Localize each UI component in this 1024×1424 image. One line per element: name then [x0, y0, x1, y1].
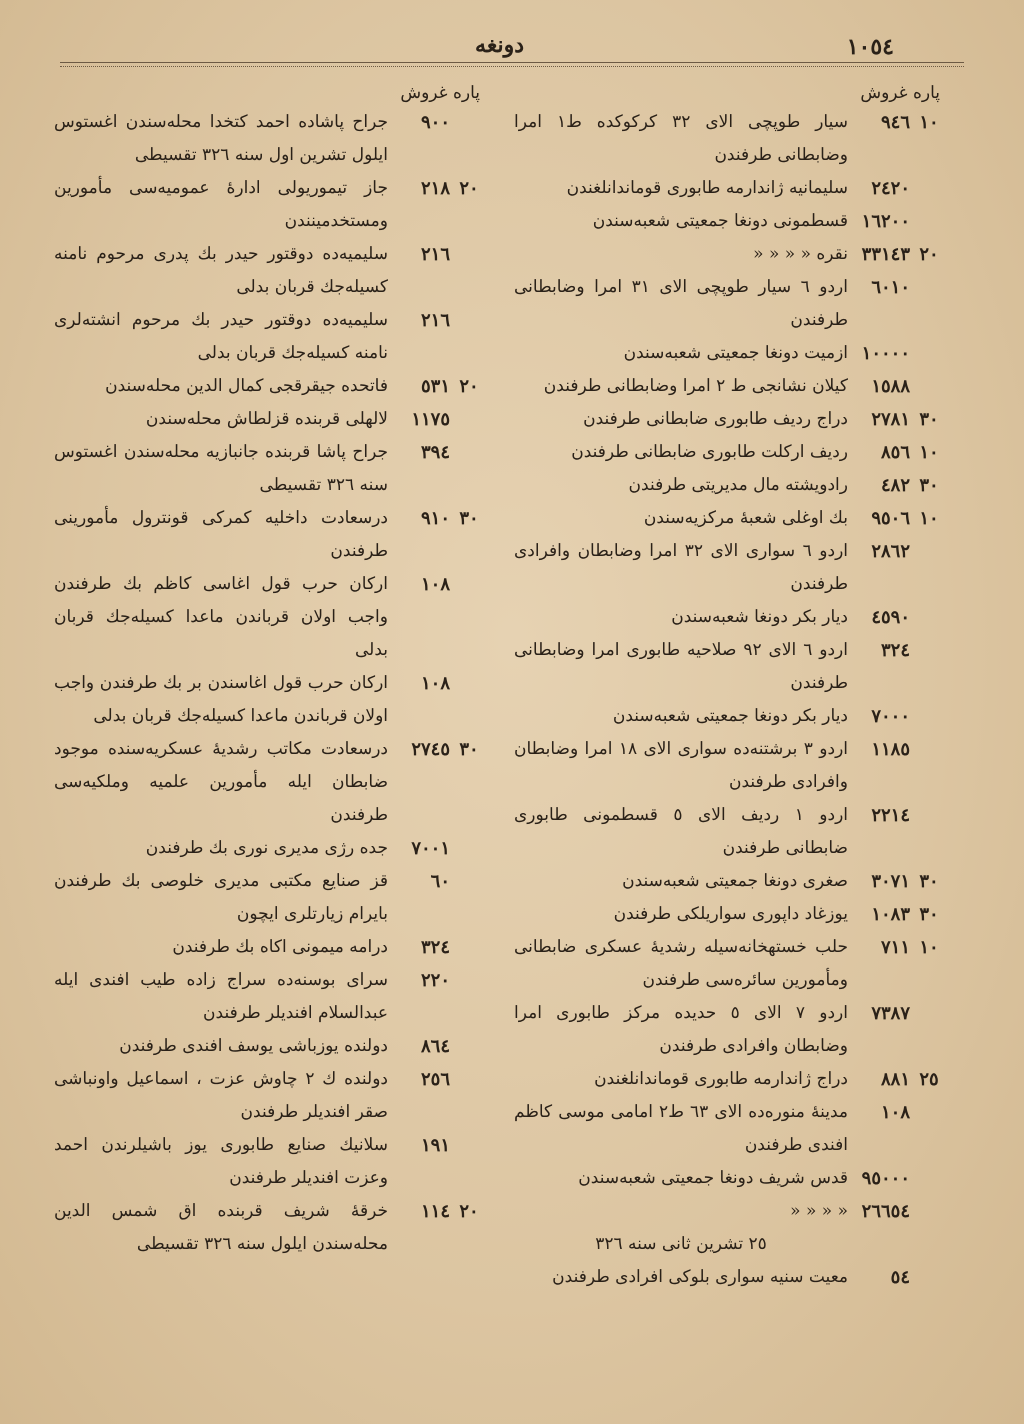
entry-amount: [852, 700, 944, 733]
entry-para: ٢٠: [459, 1201, 479, 1222]
entry-description: جاز تيموريولى ادارهٔ عموميه‌سى مأمورين ومستخدمينندن: [54, 178, 388, 231]
entry-amount: [852, 1195, 944, 1228]
entry-gurus: ٨٦٤: [420, 1036, 450, 1057]
left-column: [54, 80, 484, 1261]
entry-para: ٣٠: [459, 739, 479, 760]
ledger-entry: [54, 106, 484, 172]
entry-para: ١٠: [919, 442, 939, 463]
entry-para: [914, 535, 944, 568]
entry-description: درامه ميمونى اكاه بك طرفندن: [172, 937, 388, 957]
entry-amount: [852, 1063, 944, 1096]
ledger-entry: [54, 403, 484, 436]
ledger-entry: [514, 601, 944, 634]
entry-amount: [852, 436, 944, 469]
entry-para: ١٠: [919, 508, 939, 529]
entry-para: [914, 1096, 944, 1129]
entry-gurus: ٩٥٠٠٠: [861, 1168, 910, 1189]
entry-para: [454, 832, 484, 865]
entry-gurus: ٢١٨: [420, 178, 450, 199]
entry-para: [914, 700, 944, 733]
entry-amount: [392, 436, 484, 469]
ledger-entry: [514, 535, 944, 601]
entry-para: [454, 106, 484, 139]
entry-para: [914, 205, 944, 238]
ledger-entry: [514, 733, 944, 799]
entry-description: نقره « « « «: [753, 244, 848, 264]
entry-description: صغرى دونغا جمعيتى شعبه‌سندن: [622, 871, 848, 891]
entry-description: اردو ٣ برشتنه‌ده سوارى الاى ١٨ امرا وضابطان وافرادى طرفندن: [514, 739, 849, 792]
ledger-entry: [514, 106, 944, 172]
ledger-entry: [54, 865, 484, 931]
entry-gurus: ٧٠٠٠: [871, 706, 910, 727]
entry-description: سلانيك صنايع طابورى يوز باشيلرندن احمد وعزت افنديلر طرفندن: [54, 1135, 388, 1188]
entry-description: جراح پاشا قربنده جانبازيه محله‌سندن اغستوس سنه ٣٢٦ تقسيطى: [54, 442, 388, 495]
entry-description: قز صنايع مكتبى مديرى خلوصى بك طرفندن بايرام زيارتلرى ايچون: [54, 871, 388, 924]
entry-amount: [392, 106, 484, 139]
entry-description: فاتحده جيقرقجى كمال الدين محله‌سندن: [105, 376, 388, 396]
entry-para: [914, 337, 944, 370]
entry-description: سليمانيه ژاندارمه طابورى قوماندانلغندن: [566, 178, 848, 198]
ledger-entry: [514, 172, 944, 205]
entry-gurus: ٢٤٢٠: [871, 178, 910, 199]
entry-amount: [852, 535, 944, 568]
ledger-entry: [54, 1195, 484, 1261]
entry-amount: [392, 1063, 484, 1096]
ledger-entry: [514, 1228, 944, 1261]
ledger-entry: [54, 931, 484, 964]
entry-para: ٣٠: [919, 409, 939, 430]
running-title: دونغه: [475, 32, 524, 58]
entry-gurus: ٣٢٤: [880, 640, 910, 661]
ledger-entry: [54, 436, 484, 502]
ledger-entry: [54, 304, 484, 370]
entry-para: ٢٠: [919, 244, 939, 265]
entry-amount: [852, 403, 944, 436]
entry-description: رديف اركلت طابورى ضابطانى طرفندن: [571, 442, 848, 462]
entry-gurus: ٢١٦: [420, 244, 450, 265]
column-header: [54, 80, 484, 106]
entry-gurus: ١٩١: [420, 1135, 450, 1156]
ledger-entry: [514, 1261, 944, 1294]
entry-amount: [852, 238, 944, 271]
entry-para: [914, 799, 944, 832]
entry-description: خرقهٔ شريف قربنده اق شمس الدين محله‌سندن ايلول سنه ٣٢٦ تقسيطى: [54, 1201, 388, 1254]
entry-gurus: ٧٠٠١: [411, 838, 450, 859]
ledger-entry: [514, 238, 944, 271]
entry-amount: [392, 568, 484, 601]
entry-para: [454, 964, 484, 997]
entry-gurus: ٦٠١٠: [871, 277, 910, 298]
entry-para: ٣٠: [919, 871, 939, 892]
entry-para: [454, 1129, 484, 1162]
ledger-entry: [54, 1030, 484, 1063]
entry-description: ازميت دونغا جمعيتى شعبه‌سندن: [623, 343, 848, 363]
ledger-entry: [54, 172, 484, 238]
entry-amount: [852, 799, 944, 832]
entry-para: [454, 667, 484, 700]
entry-amount: [392, 238, 484, 271]
entry-gurus: ٣٠٧١: [871, 871, 910, 892]
entry-description: سيار طوپچى الاى ٣٢ كركوكده ط١ امرا وضابطانى طرفندن: [514, 112, 848, 165]
entry-para: [914, 601, 944, 634]
entry-amount: [392, 403, 484, 436]
ledger-entry: [54, 502, 484, 568]
entry-para: [914, 1195, 944, 1228]
entry-gurus: ٣٩٤: [420, 442, 450, 463]
entry-para: [454, 436, 484, 469]
entry-description: اردو ١ رديف الاى ٥ قسطمونى طابورى ضابطانى طرفندن: [514, 805, 849, 858]
ledger-entry: [514, 337, 944, 370]
entry-para: [914, 733, 944, 766]
entry-gurus: ١٠٨٣: [871, 904, 910, 925]
entry-gurus: ٨٥٦: [880, 442, 910, 463]
entry-gurus: ٩٤٦: [880, 112, 910, 133]
ledger-entry: [514, 1063, 944, 1096]
entry-para: [454, 403, 484, 436]
entry-gurus: ٨٨١: [880, 1069, 910, 1090]
entry-gurus: ١٠٨: [880, 1102, 910, 1123]
entry-gurus: ٢٢١٤: [871, 805, 910, 826]
ledger-entry: [54, 733, 484, 832]
ledger-entry: [54, 238, 484, 304]
ledger-entry: [514, 898, 944, 931]
ledger-entry: [54, 370, 484, 403]
entry-para: [454, 1063, 484, 1096]
gurus-header: غروش: [860, 83, 908, 103]
entry-amount: [392, 865, 484, 898]
entry-description: بك اوغلى شعبهٔ مركزيه‌سندن: [643, 508, 848, 528]
entry-gurus: ٢٦٦٥٤: [861, 1201, 910, 1222]
entry-gurus: ١٦٢٠٠: [861, 211, 910, 232]
entry-gurus: ٣٣١٤٣: [861, 244, 910, 265]
entry-gurus: ٢٧٤٥: [411, 739, 450, 760]
entry-amount: [392, 832, 484, 865]
entry-description: دراج ژاندارمه طابورى قوماندانلغندن: [594, 1069, 848, 1089]
ledger-entry: [514, 436, 944, 469]
entry-description: يوزغاد داپورى سواريلكى طرفندن: [613, 904, 848, 924]
entry-amount: [392, 1129, 484, 1162]
ledger-entry: [514, 1096, 944, 1162]
entry-para: ٣٠: [919, 475, 939, 496]
entry-description: اردو ٦ سيار طوپچى الاى ٣١ امرا وضابطانى طرفندن: [514, 277, 848, 330]
entry-gurus: ٢٧٨١: [871, 409, 910, 430]
ledger-entry: [514, 502, 944, 535]
ledger-entry: [514, 205, 944, 238]
entry-amount: [392, 304, 484, 337]
entry-amount: [852, 1096, 944, 1129]
entry-gurus: ٧٣٨٧: [871, 1003, 910, 1024]
entry-description: اردو ٦ الاى ٩٢ صلاحيه طابورى امرا وضابطانى طرفندن: [514, 640, 848, 693]
entry-gurus: ٥٤: [890, 1267, 910, 1288]
entry-para: [914, 370, 944, 403]
entry-gurus: ١١٨٥: [871, 739, 910, 760]
entry-amount: [852, 337, 944, 370]
entry-description: قسطمونى دونغا جمعيتى شعبه‌سندن: [592, 211, 848, 231]
ledger-entry: [514, 931, 944, 997]
entry-description: درسعادت مكاتب رشديهٔ عسكريه‌سنده موجود ضابطان ايله مأمورين علميه وملكيه‌سى طرفندن: [54, 739, 388, 825]
entry-para: [914, 634, 944, 667]
entry-para: [454, 1030, 484, 1063]
entry-gurus: ٦٠: [430, 871, 450, 892]
entry-para: ٢٠: [459, 178, 479, 199]
entry-description: دراج رديف طابورى ضابطانى طرفندن: [583, 409, 848, 429]
entry-amount: [392, 964, 484, 997]
entry-gurus: ١٥٨٨: [871, 376, 910, 397]
para-header: پاره: [452, 83, 480, 103]
ledger-entry: [514, 271, 944, 337]
entry-para: [914, 172, 944, 205]
entry-description: ديار بكر دونغا جمعيتى شعبه‌سندن: [612, 706, 848, 726]
entry-gurus: ٢٢٠: [420, 970, 450, 991]
entry-amount: [852, 931, 944, 964]
entry-gurus: ٢٥٦: [420, 1069, 450, 1090]
entry-description: جده رژى مديرى نورى بك طرفندن: [145, 838, 388, 858]
entry-para: [454, 865, 484, 898]
entry-para: ٣٠: [459, 508, 479, 529]
entry-amount: [852, 469, 944, 502]
entry-amount: [852, 865, 944, 898]
entry-gurus: ٩١٠: [420, 508, 450, 529]
column-header: [514, 80, 944, 106]
entry-amount: [852, 271, 944, 304]
entry-description: لالهلى قربنده قزلطاش محله‌سندن: [145, 409, 388, 429]
entry-para: ٣٠: [919, 904, 939, 925]
entry-description: قدس شريف دونغا جمعيتى شعبه‌سندن: [578, 1168, 848, 1188]
entry-amount: [852, 997, 944, 1030]
entry-para: [454, 568, 484, 601]
entry-para: [914, 271, 944, 304]
entry-amount: [392, 733, 484, 766]
entry-gurus: ٥٣١: [420, 376, 450, 397]
entry-para: [454, 304, 484, 337]
entry-gurus: ١٠٨: [420, 574, 450, 595]
header-rule: [60, 62, 964, 67]
entry-description: سراى بوسنه‌ده سراج زاده طيب افندى ايله عبدالسلام افنديلر طرفندن: [54, 970, 388, 1023]
entry-amount: [852, 502, 944, 535]
entry-amount: [392, 370, 484, 403]
page-number: ١٠٥٤: [846, 34, 894, 60]
entry-para: ١٠: [919, 112, 939, 133]
entry-description: معيت سنيه سوارى بلوكى افرادى طرفندن: [552, 1267, 848, 1287]
entry-gurus: ٢٨٦٢: [871, 541, 910, 562]
entry-description: ٢٥ تشرين ثانى سنه ٣٢٦: [595, 1234, 767, 1254]
entry-description: اردو ٧ الاى ٥ حديده مركز طابورى امرا وضابطان وافرادى طرفندن: [514, 1003, 848, 1056]
entry-description: اردو ٦ سوارى الاى ٣٢ امرا وضابطان وافرادى طرفندن: [514, 541, 848, 594]
entry-gurus: ٩٥٠٦: [871, 508, 910, 529]
entry-description: درسعادت داخليه كمركى قونترول مأمورينى طرفندن: [54, 508, 388, 561]
entry-amount: [852, 733, 944, 766]
entry-amount: [852, 205, 944, 238]
entry-gurus: ٩٠٠: [420, 112, 450, 133]
entry-description: رادويشته مال مديريتى طرفندن: [628, 475, 848, 495]
ledger-entry: [54, 832, 484, 865]
entry-para: ٢٥: [919, 1069, 939, 1090]
ledger-entry: [54, 1063, 484, 1129]
ledger-entry: [514, 799, 944, 865]
entry-gurus: ٤٨٢: [880, 475, 910, 496]
entry-gurus: ٣٢٤: [420, 937, 450, 958]
entry-description: دولنده ك ٢ چاوش عزت ، اسماعيل واونباشى صقر افنديلر طرفندن: [54, 1069, 388, 1122]
gurus-header: غروش: [400, 83, 448, 103]
ledger-entry: [54, 667, 484, 733]
entry-amount: [852, 370, 944, 403]
entry-amount: [392, 931, 484, 964]
entry-amount: [392, 502, 484, 535]
entry-description: ديار بكر دونغا شعبه‌سندن: [671, 607, 848, 627]
ledger-entry: [54, 1129, 484, 1195]
ledger-entry: [54, 568, 484, 667]
entry-amount: [852, 634, 944, 667]
entry-description: جراح پاشاده احمد كتخدا محله‌سندن اغستوس ايلول تشرين اول سنه ٣٢٦ تقسيطى: [54, 112, 388, 165]
entry-description: حلب خستهخانه‌سيله رشديهٔ عسكرى ضابطانى ومأمورين سائره‌سى طرفندن: [514, 937, 848, 990]
entry-gurus: ٧١١: [880, 937, 910, 958]
entry-para: [454, 931, 484, 964]
ledger-entry: [514, 997, 944, 1063]
page-header: [60, 30, 964, 60]
entry-gurus: ١٠٨: [420, 673, 450, 694]
entry-amount: [852, 1261, 944, 1294]
entry-description: سليميه‌ده دوقتور حيدر بك پدرى مرحوم نامنه كسيله‌جك قربان بدلى: [54, 244, 388, 297]
entry-gurus: ٤٥٩٠: [871, 607, 910, 628]
entry-amount: [392, 1195, 484, 1228]
entry-amount: [392, 172, 484, 205]
entry-description: سليميه‌ده دوقتور حيدر بك مرحوم انشته‌لرى نامنه كسيله‌جك قربان بدلى: [54, 310, 388, 363]
entry-amount: [852, 898, 944, 931]
ledger-entry: [514, 700, 944, 733]
ledger-entry: [514, 634, 944, 700]
entry-para: ٢٠: [459, 376, 479, 397]
entry-amount: [852, 1162, 944, 1195]
entry-amount: [392, 1030, 484, 1063]
ledger-entry: [54, 964, 484, 1030]
entry-description: اركان حرب قول اغاسندن بر بك طرفندن واجب اولان قرباندن ماعدا كسيله‌جك قربان بدلى: [54, 673, 388, 726]
entry-gurus: ١١٧٥: [411, 409, 450, 430]
entry-para: [914, 1261, 944, 1294]
entry-description: مدينهٔ منوره‌ده الاى ٦٣ ط٢ امامى موسى كاظم افندى طرفندن: [514, 1102, 848, 1155]
entry-amount: [852, 601, 944, 634]
right-column: [514, 80, 944, 1294]
entry-gurus: ٢١٦: [420, 310, 450, 331]
entry-gurus: ١٠٠٠٠: [861, 343, 910, 364]
entry-para: [454, 238, 484, 271]
ledger-entry: [514, 370, 944, 403]
ledger-entry: [514, 1195, 944, 1228]
ledger-entry: [514, 469, 944, 502]
entry-para: [914, 1162, 944, 1195]
entry-amount: [852, 106, 944, 139]
entry-para: ١٠: [919, 937, 939, 958]
para-header: پاره: [912, 83, 940, 103]
entry-description: « « « «: [790, 1201, 848, 1221]
entry-gurus: ١١٤: [420, 1201, 450, 1222]
entry-description: كيلان نشانجى ط ٢ امرا وضابطانى طرفندن: [543, 376, 848, 396]
ledger-entry: [514, 1162, 944, 1195]
entry-amount: [852, 172, 944, 205]
entry-description: اركان حرب قول اغاسى كاظم بك طرفندن واجب اولان قرباندن ماعدا كسيله‌جك قربان بدلى: [54, 574, 388, 660]
entry-description: دولنده يوزباشى يوسف افندى طرفندن: [119, 1036, 388, 1056]
ledger-entry: [514, 865, 944, 898]
entry-para: [914, 997, 944, 1030]
ledger-entry: [514, 403, 944, 436]
entry-amount: [392, 667, 484, 700]
